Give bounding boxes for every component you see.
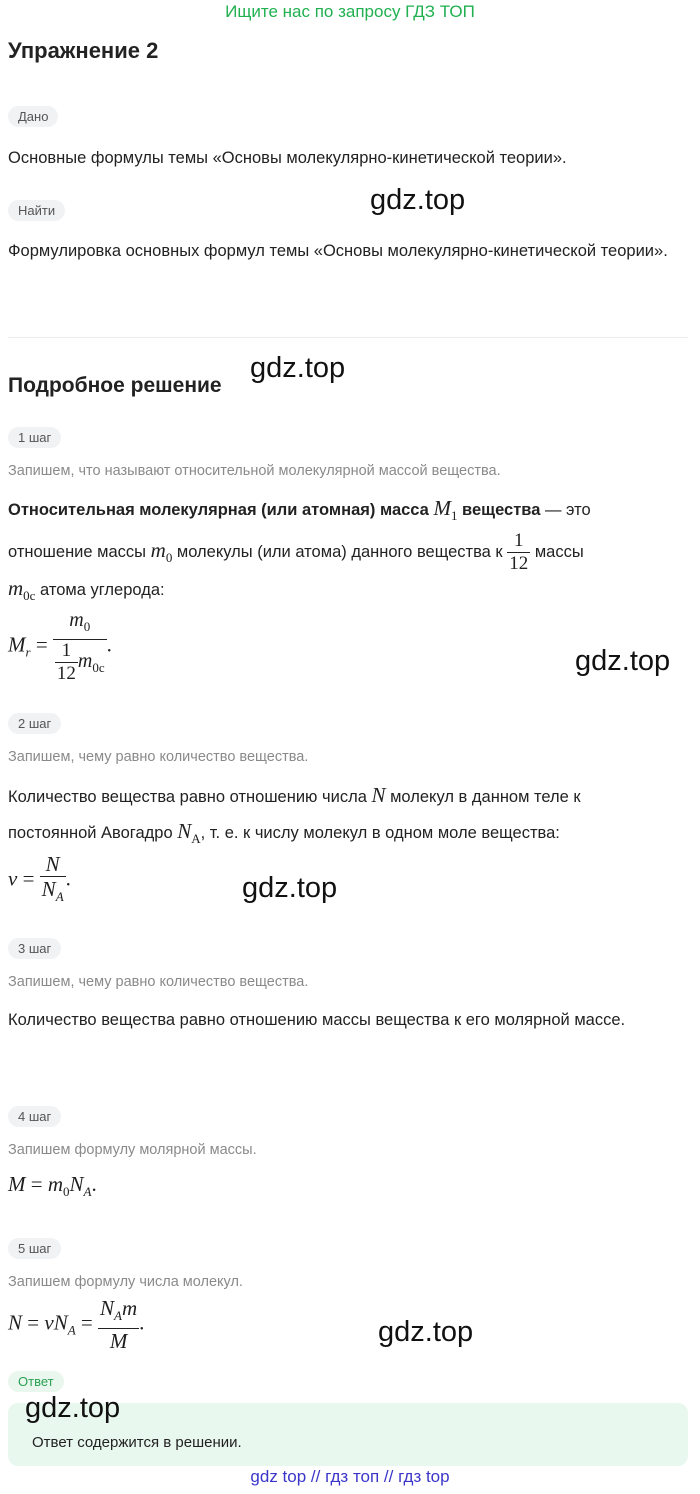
step1-formula: $M_r$ = $m_0$ $\frac{1}{12}$ $m_{0c}$ .: [8, 609, 112, 684]
step5-chip-wrap: [8, 1238, 61, 1259]
step2-chip-wrap: [8, 713, 61, 734]
step1-line1: [8, 492, 683, 532]
step2-sym-N: N: [371, 783, 386, 807]
page-title: Упражнение 2: [8, 38, 159, 63]
find-chip-wrap: [8, 200, 65, 221]
watermark: gdz.top: [250, 352, 346, 384]
answer-chip-wrap: [8, 1371, 64, 1392]
step1-line2: [8, 530, 683, 575]
step4-formula: $M = m_0N_A$.: [8, 1172, 97, 1200]
step2-sym-NA: $N_A$: [177, 819, 201, 847]
step3-hint: Запишем, чему равно количество вещества.: [8, 974, 309, 990]
find-chip: Найти: [8, 200, 65, 221]
section-divider: [8, 337, 688, 338]
watermark: gdz.top: [242, 872, 338, 904]
step5-hint: Запишем формулу числа молекул.: [8, 1274, 243, 1290]
step1-t1: — это: [540, 501, 591, 519]
step2-chip: 2 шаг: [8, 713, 61, 734]
watermark: gdz.top: [378, 1316, 474, 1348]
step1-bold-a: Относительная молекулярная (или атомная) масса: [8, 501, 429, 519]
step1-t4: массы: [530, 542, 584, 561]
step1-sym-m0c: $m_{0c}$: [8, 576, 36, 604]
search-banner: Ищите нас по запросу ГДЗ ТОП: [225, 2, 475, 21]
given-chip: Дано: [8, 106, 58, 127]
given-chip-wrap: [8, 106, 58, 127]
find-text: Формулировка основных формул темы «Основы молекулярно-кинетической теории».: [8, 242, 668, 260]
step1-sym-m0: $m_0$: [150, 537, 173, 566]
step5-formula: $N = \nu N_A$ = $\frac{N_Am}{M}$ .: [8, 1296, 145, 1354]
step1-bold-b: вещества: [462, 501, 541, 519]
given-text: Основные формулы темы «Основы молекулярно-кинетической теории».: [8, 149, 567, 167]
step4-hint: Запишем формулу молярной массы.: [8, 1142, 257, 1158]
step4-chip: 4 шаг: [8, 1106, 61, 1127]
step3-chip: 3 шаг: [8, 938, 61, 959]
answer-text: Ответ содержится в решении.: [32, 1434, 242, 1451]
step1-hint: Запишем, что называют относительной молекулярной массой вещества.: [8, 463, 501, 479]
footer-links[interactable]: gdz top // гдз топ // гдз top: [250, 1467, 450, 1486]
step1-fraction: $\frac{1}{12}$: [509, 530, 529, 574]
step3-chip-wrap: [8, 938, 61, 959]
step1-sym-M: $M_1$: [433, 496, 458, 524]
watermark: gdz.top: [25, 1392, 121, 1424]
step3-text: Количество вещества равно отношению массы вещества к его молярной массе.: [8, 1011, 626, 1029]
step2-line1: Количество вещества равно отношению числа N молекул в данном теле к: [8, 783, 581, 807]
solution-title: Подробное решение: [8, 374, 222, 397]
step1-chip-wrap: [8, 427, 61, 448]
step2-formula: ν = $\frac{N}{N_A}$ .: [8, 852, 71, 905]
watermark: gdz.top: [575, 645, 671, 677]
watermark: gdz.top: [370, 184, 466, 216]
step1-chip: 1 шаг: [8, 427, 61, 448]
step1-t2: отношение массы: [8, 542, 147, 561]
step2-line2: постоянной Авогадро $N_A$, т. е. к числу молекул в одном моле вещества:: [8, 819, 560, 847]
step1-t3: молекулы (или атома) данного вещества к: [172, 542, 503, 561]
step5-chip: 5 шаг: [8, 1238, 61, 1259]
step2-hint: Запишем, чему равно количество вещества.: [8, 749, 309, 765]
step1-line3: [8, 572, 683, 612]
step4-chip-wrap: [8, 1106, 61, 1127]
answer-chip: Ответ: [8, 1371, 64, 1392]
step1-t5: атома углерода:: [35, 581, 165, 599]
